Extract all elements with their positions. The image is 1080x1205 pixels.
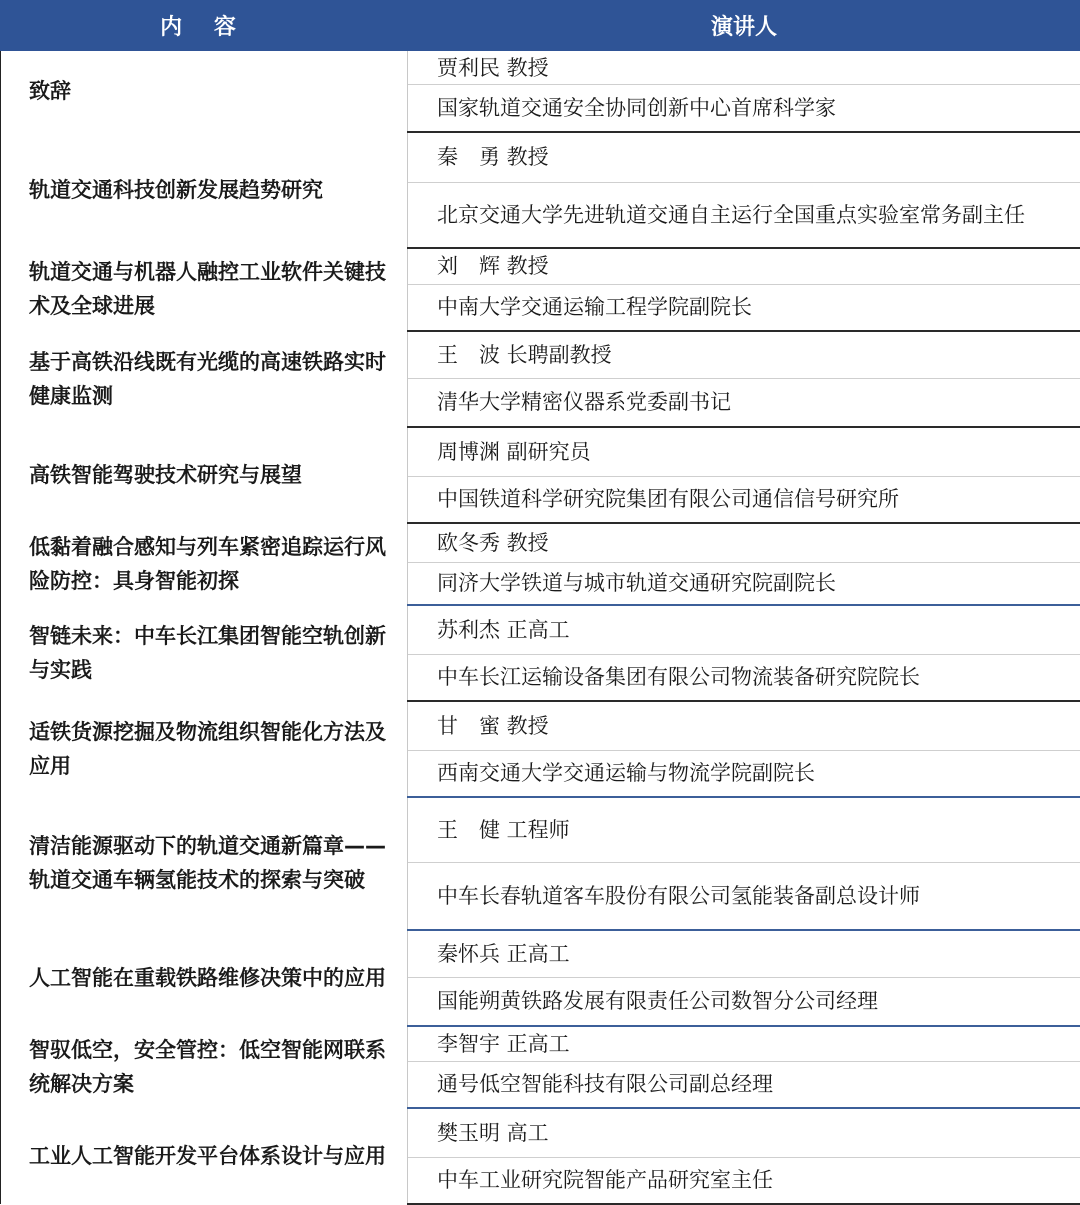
- table-row: [1, 1026, 1080, 1062]
- table-row: [1, 523, 1080, 563]
- speaker-affiliation: 清华大学精密仪器系党委副书记: [408, 379, 1080, 427]
- speaker-name: 樊玉明 高工: [408, 1108, 1080, 1158]
- speaker-name: 秦怀兵 正高工: [408, 930, 1080, 978]
- speaker-affiliation: 通号低空智能科技有限公司副总经理: [408, 1062, 1080, 1108]
- speaker-name: 苏利杰 正高工: [408, 605, 1080, 655]
- speaker-affiliation: 北京交通大学先进轨道交通自主运行全国重点实验室常务副主任: [408, 183, 1080, 248]
- topic-cell: 高铁智能驾驶技术研究与展望: [1, 427, 408, 523]
- topic-cell: 致辞: [1, 51, 408, 132]
- topic-cell: 清洁能源驱动下的轨道交通新篇章——轨道交通车辆氢能技术的探索与突破: [1, 797, 408, 930]
- table-row: [1, 701, 1080, 751]
- topic-cell: 智链未来：中车长江集团智能空轨创新与实践: [1, 605, 408, 701]
- speaker-affiliation: 中国铁道科学研究院集团有限公司通信信号研究所: [408, 477, 1080, 523]
- table-row: [1, 930, 1080, 978]
- speaker-name: 贾利民 教授: [408, 51, 1080, 85]
- table-row: [1, 605, 1080, 655]
- topic-cell: 智驭低空，安全管控：低空智能网联系统解决方案: [1, 1026, 408, 1108]
- topic-cell: 适铁货源挖掘及物流组织智能化方法及应用: [1, 701, 408, 797]
- speaker-name: 李智宇 正高工: [408, 1026, 1080, 1062]
- speaker-name: 欧冬秀 教授: [408, 523, 1080, 563]
- speaker-name: 甘 蜜 教授: [408, 701, 1080, 751]
- table-row: [1, 51, 1080, 85]
- speaker-affiliation: 同济大学铁道与城市轨道交通研究院副院长: [408, 563, 1080, 605]
- table-row: [1, 797, 1080, 863]
- table-row: [1, 331, 1080, 379]
- table-row: [1, 427, 1080, 477]
- topic-cell: 轨道交通科技创新发展趋势研究: [1, 132, 408, 248]
- speaker-affiliation: 中车长江运输设备集团有限公司物流装备研究院院长: [408, 655, 1080, 701]
- speaker-name: 刘 辉 教授: [408, 248, 1080, 285]
- speaker-name: 周博渊 副研究员: [408, 427, 1080, 477]
- table-row: [1, 1108, 1080, 1158]
- table-row: [1, 248, 1080, 285]
- speaker-name: 秦 勇 教授: [408, 132, 1080, 183]
- header-row: [1, 1, 1080, 51]
- topic-cell: 低黏着融合感知与列车紧密追踪运行风险防控：具身智能初探: [1, 523, 408, 605]
- speaker-affiliation: 中车工业研究院智能产品研究室主任: [408, 1158, 1080, 1204]
- table-row: [1, 132, 1080, 183]
- header-speaker: 演讲人: [408, 1, 1080, 51]
- header-content: 内 容: [1, 1, 408, 51]
- topic-cell: 工业人工智能开发平台体系设计与应用: [1, 1108, 408, 1204]
- speaker-affiliation: 中南大学交通运输工程学院副院长: [408, 285, 1080, 331]
- speaker-affiliation: 中车长春轨道客车股份有限公司氢能装备副总设计师: [408, 863, 1080, 930]
- speaker-affiliation: 国能朔黄铁路发展有限责任公司数智分公司经理: [408, 978, 1080, 1026]
- topic-cell: 轨道交通与机器人融控工业软件关键技术及全球进展: [1, 248, 408, 331]
- topic-cell: 基于高铁沿线既有光缆的高速铁路实时健康监测: [1, 331, 408, 427]
- speaker-name: 王 健 工程师: [408, 797, 1080, 863]
- speaker-affiliation: 西南交通大学交通运输与物流学院副院长: [408, 751, 1080, 797]
- topic-cell: 人工智能在重载铁路维修决策中的应用: [1, 930, 408, 1026]
- speaker-name: 王 波 长聘副教授: [408, 331, 1080, 379]
- speaker-affiliation: 国家轨道交通安全协同创新中心首席科学家: [408, 85, 1080, 132]
